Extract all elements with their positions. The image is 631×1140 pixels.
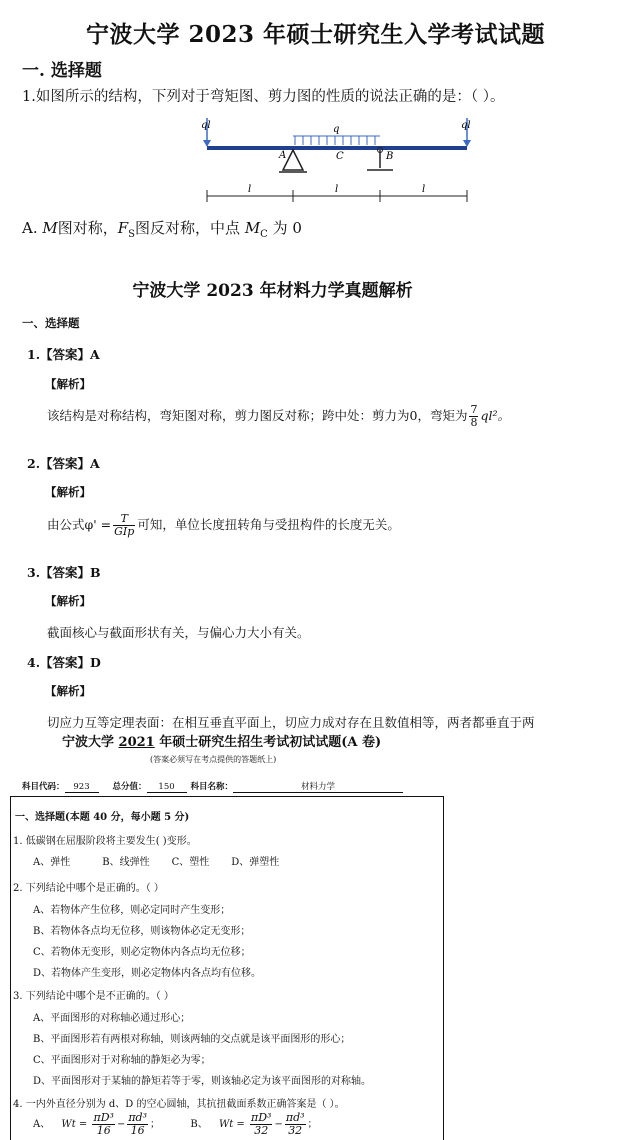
- questions-box: [10, 796, 444, 1140]
- answer-1-text-pre: 该结构是对称结构，弯矩图对称，剪力图反对称；跨中处：剪力为0，弯矩为: [47, 408, 468, 423]
- answer-1-text: [47, 404, 510, 429]
- section-heading: 一. 选择题: [22, 61, 102, 81]
- total-score-label: 总分值：: [112, 782, 147, 792]
- answer-1-text-tail: ql²。: [480, 408, 510, 423]
- point-b-label: B: [386, 151, 394, 162]
- answer-2-fraction: [113, 513, 135, 538]
- q1-options: [33, 853, 279, 868]
- answer-2-text: [47, 513, 400, 538]
- q3-text: 3. 下列结论中哪个是不正确的。（ ）: [13, 991, 174, 1002]
- option-a-m-text: 图对称，: [57, 219, 118, 237]
- option-a-f-sub: S: [128, 229, 136, 240]
- answer-sheet-note: (答案必须写在考点提供的答题纸上): [150, 755, 277, 764]
- analysis-title: 宁波大学 2023 年材料力学真题解析: [132, 281, 413, 301]
- analysis-heading: 一、选择题: [22, 316, 80, 330]
- answer-2-label: 2.【答案】A: [27, 456, 100, 471]
- answer-2-text-pre: 由公式φ' =: [47, 517, 112, 532]
- q3-option-d: D、平面图形对于某轴的静矩若等于零，则该轴必定为该平面图形的对称轴。: [33, 1076, 372, 1087]
- option-a-m: M: [42, 219, 58, 237]
- q2-option-a: A、若物体产生位移，则必定同时产生变形；: [33, 905, 231, 916]
- q4-option-b-minus: −: [274, 1119, 283, 1130]
- option-a-mc-sub: C: [260, 229, 268, 240]
- q4-option-b-semi: ；: [307, 1119, 318, 1130]
- q4-option-a-semi: ；: [150, 1119, 161, 1130]
- q2-option-d: D、若物体产生变形，则必定物体内各点均有位移。: [33, 968, 262, 979]
- left-load-label: ql: [201, 120, 211, 131]
- q4-option-a-minus: −: [116, 1119, 126, 1130]
- distributed-load-arrows: [295, 136, 375, 145]
- option-a-end: 为 0: [267, 219, 302, 237]
- point-c-label: C: [336, 151, 344, 162]
- q2-option-c: C、若物体无变形，则必定物体内各点均无位移；: [33, 947, 251, 958]
- q3-option-a: A、平面图形的对称轴必通过形心；: [33, 1013, 191, 1024]
- q1-option-a: A、弹性: [33, 857, 71, 868]
- option-a-mc: M: [244, 219, 261, 237]
- analysis-2023-section: [0, 252, 545, 730]
- q4-option-a-label: A、: [33, 1119, 51, 1130]
- exam-2021-title-year: 2021: [118, 735, 155, 750]
- option-a-f: F: [117, 219, 129, 237]
- answer-1-analysis: 【解析】: [45, 377, 91, 391]
- answer-2-frac-den: GIp: [114, 525, 135, 538]
- q4-option-b-frac-2: $\frac{\text{πd³}}{32}$: [285, 1111, 305, 1137]
- answer-2-analysis: 【解析】: [45, 485, 91, 499]
- q4-option-b-frac-1: $\frac{\text{πD³}}{32}$: [250, 1111, 272, 1137]
- q2-text: 2. 下列结论中哪个是正确的。（ ）: [13, 883, 164, 894]
- subject-info-row: [22, 780, 403, 793]
- left-load-arrow-icon: [203, 140, 211, 147]
- q1-option-d: D、弹塑性: [231, 857, 280, 868]
- answer-4-analysis: 【解析】: [45, 684, 91, 698]
- exam-2021-title-pre: 宁波大学: [62, 735, 119, 750]
- q4-option-a-wt: Wt =: [61, 1119, 88, 1130]
- point-a-label: A: [279, 150, 287, 161]
- q4-option-b-wt: Wt =: [218, 1119, 245, 1130]
- answer-2-frac-num: T: [113, 513, 135, 526]
- q1-option-c: C、塑性: [171, 857, 210, 868]
- beam-diagram: [195, 112, 495, 212]
- answer-1-label: 1.【答案】A: [27, 347, 100, 362]
- exam-2021-title: [62, 731, 381, 750]
- subject-code-label: 科目代码：: [22, 782, 65, 792]
- exam-2021-section: [0, 727, 631, 1139]
- answer-3-label: 3.【答案】B: [27, 565, 101, 580]
- q1-option-b: B、线弹性: [102, 857, 150, 868]
- right-load-label: ql: [461, 120, 471, 131]
- dim-label-3: l: [422, 184, 426, 195]
- dim-label-1: l: [248, 184, 252, 195]
- option-a-f-text: 图反对称，中点: [135, 219, 245, 237]
- q4-option-a-frac-2: $\frac{\text{πd³}}{16}$: [128, 1111, 148, 1137]
- q3-option-c: C、平面图形对于对称轴的静矩必为零；: [33, 1055, 211, 1066]
- exam-2021-title-post: 年硕士研究生招生考试初试试题(A 卷): [154, 735, 382, 750]
- answer-3-analysis: 【解析】: [45, 594, 91, 608]
- exam-2023-section: [0, 0, 631, 250]
- subject-name-label: 科目名称：: [190, 782, 234, 792]
- exam-2023-title: 宁波大学 2023 年硕士研究生入学考试试题: [85, 21, 546, 48]
- q4-text: 4. 一内外直径分别为 d、D 的空心圆轴，其抗扭截面系数正确答案是（ ）。: [13, 1099, 345, 1110]
- subject-name-value: 材料力学: [233, 780, 403, 793]
- answer-1-frac-num: 7: [470, 403, 478, 416]
- answer-3-text: 截面核心与截面形状有关，与偏心力大小有关。: [47, 625, 310, 640]
- answer-1-frac-den: 8: [470, 416, 478, 429]
- q2-option-b: B、若物体各点均无位移，则该物体必定无变形；: [33, 926, 251, 937]
- distributed-load-label: q: [333, 124, 340, 135]
- subject-code-value: 923: [65, 782, 99, 793]
- question-1-text: 1.如图所示的结构，下列对于弯矩图、剪力图的性质的说法正确的是：（ ）。: [22, 89, 505, 105]
- answer-2-text-post: 可知，单位长度扭转角与受扭构件的长度无关。: [137, 517, 400, 532]
- q4-options: [33, 1112, 318, 1137]
- dim-label-2: l: [335, 184, 339, 195]
- answer-4-label: 4.【答案】D: [27, 655, 101, 670]
- option-a-prefix: A.: [22, 219, 43, 237]
- q3-option-b: B、平面图形若有两根对称轴，则该两轴的交点就是该平面图形的形心；: [33, 1034, 351, 1045]
- q4-option-b-label: B、: [190, 1119, 208, 1130]
- option-a: [22, 217, 302, 240]
- questions-heading: 一、选择题(本题 40 分，每小题 5 分): [15, 812, 190, 823]
- q4-option-a-frac-1: $\frac{\text{πD³}}{16}$: [93, 1111, 114, 1137]
- q1-text: 1. 低碳钢在屈服阶段将主要发生( )变形。: [13, 836, 197, 847]
- answer-1-fraction: [469, 404, 478, 429]
- answer-4-text: 切应力互等定理表面：在相互垂直平面上，切应力成对存在且数值相等，两者都垂直于两: [47, 715, 535, 730]
- total-score-value: 150: [147, 782, 187, 793]
- right-load-arrow-icon: [463, 140, 471, 147]
